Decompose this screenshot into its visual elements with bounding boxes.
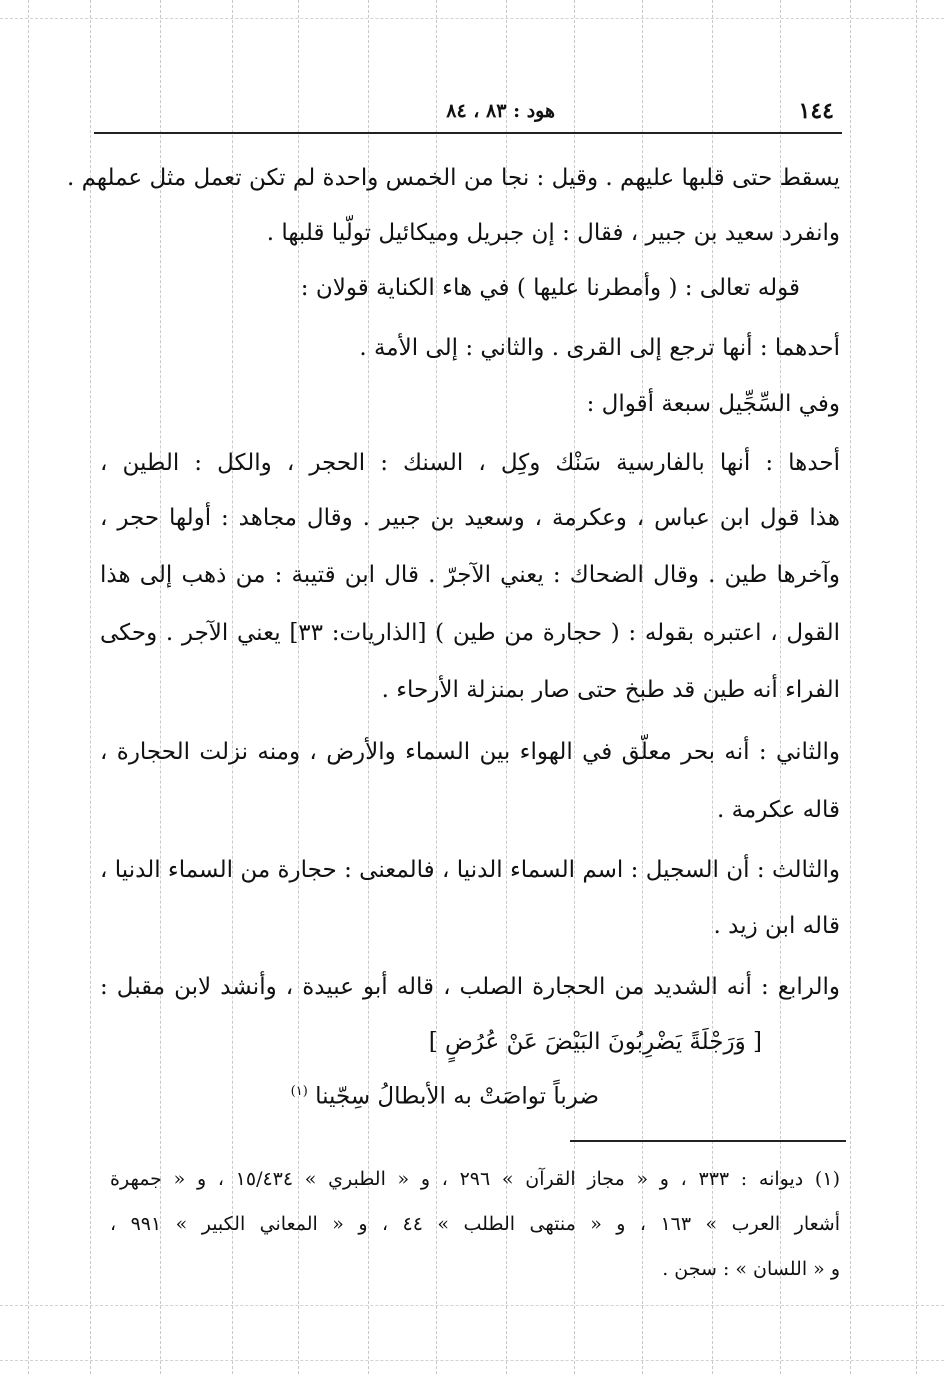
text-line: وفي السِّجِّيل سبعة أقوال : (586, 391, 840, 417)
text-line: وآخرها طين . وقال الضحاك : يعني الآجرّ . قال ابن قتيبة : من ذهب إلى هذا (100, 562, 840, 588)
header-rule (94, 132, 842, 134)
text-line: أحدها : أنها بالفارسية سَنْك وكِل ، السنك : الحجر ، والكل : الطين ، (100, 450, 840, 476)
footnote-line: (١) ديوانه : ٣٣٣ ، و « مجاز القرآن » ٢٩٦ ، و « الطبري » ١٥/٤٣٤ ، و « جمهرة (110, 1168, 840, 1190)
verse-line-1: [ وَرَجْلَةً يَضْرِبُونَ البَيْضَ عَنْ عُرُضٍ ] (428, 1029, 762, 1055)
text-line: هذا قول ابن عباس ، وعكرمة ، وسعيد بن جبير . وقال مجاهد : أولها حجر ، (100, 505, 840, 531)
text-line: أحدهما : أنها ترجع إلى القرى . والثاني : إلى الأمة . (359, 335, 840, 361)
text-line: والرابع : أنه الشديد من الحجارة الصلب ، قاله أبو عبيدة ، وأنشد لابن مقبل : (100, 974, 840, 1000)
text-line: قاله عكرمة . (716, 797, 840, 823)
footnote-line: و « اللسان » : سجن . (662, 1258, 840, 1280)
footnote-marker: (١) (290, 1084, 308, 1099)
text-line: قاله ابن زيد . (713, 913, 840, 939)
text-line: الفراء أنه طين قد طبخ حتى صار بمنزلة الأرحاء . (381, 677, 840, 703)
verse-text: ضرباً تواصَتْ به الأبطالُ سِجّينا (315, 1083, 599, 1110)
verse-line-2 (291, 1072, 599, 1117)
footnote-line: أشعار العرب » ١٦٣ ، و « منتهى الطلب » ٤٤ ، و « المعاني الكبير » ٩٩١ ، (110, 1213, 840, 1235)
text-line: القول ، اعتبره بقوله : ( حجارة من طين ) [الذاريات: ٣٣] يعني الآجر . وحكى (100, 620, 840, 646)
text-line: والثاني : أنه بحر معلّق في الهواء بين السماء والأرض ، ومنه نزلت الحجارة ، (100, 739, 840, 765)
running-head: هود : ٨٣ ، ٨٤ (446, 100, 555, 122)
text-line: قوله تعالى : ( وأمطرنا عليها ) في هاء الكناية قولان : (300, 275, 800, 301)
text-line: وانفرد سعيد بن جبير ، فقال : إن جبريل وميكائيل تولّيا قلبها . (266, 220, 840, 246)
footnote-rule (570, 1140, 846, 1142)
text-line: يسقط حتى قلبها عليهم . وقيل : نجا من الخمس واحدة لم تكن تعمل مثل عملهم . (66, 165, 840, 191)
text-line: والثالث : أن السجيل : اسم السماء الدنيا ، فالمعنى : حجارة من السماء الدنيا ، (100, 857, 840, 883)
page-header (96, 94, 840, 128)
page-number: ١٤٤ (798, 98, 834, 124)
